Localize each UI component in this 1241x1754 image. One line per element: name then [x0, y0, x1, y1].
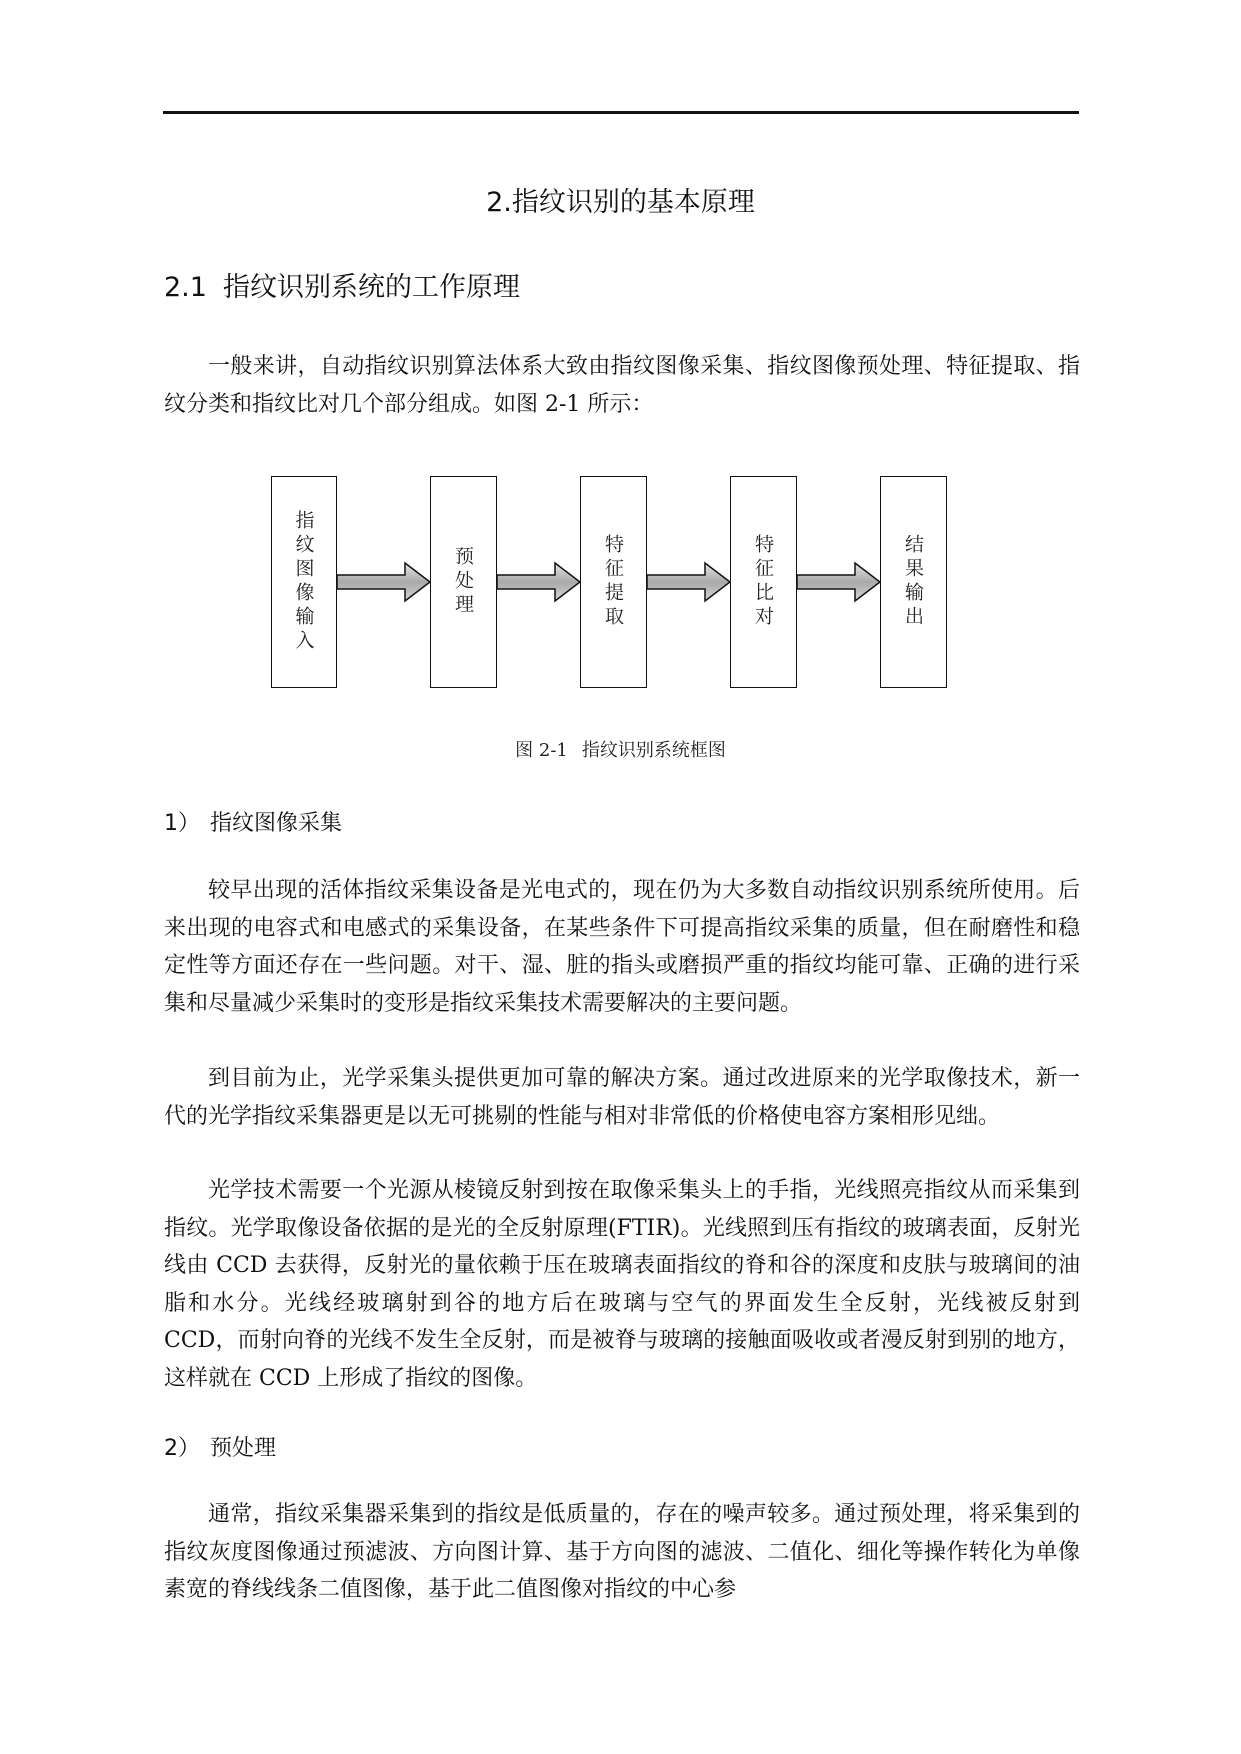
flow-arrow-4 — [797, 563, 880, 601]
section-title: 指纹识别系统的工作原理 — [222, 272, 520, 303]
flow-arrow-1 — [337, 563, 430, 601]
paragraph: 到目前为止，光学采集头提供更加可靠的解决方案。通过改进原来的光学取像技术，新一代的光学指纹采集器更是以无可挑剔的性能与相对非常低的价格使电容方案相形见绌。 — [164, 1066, 1080, 1129]
subsection-heading-1 — [164, 806, 342, 837]
subsection-title: 预处理 — [210, 1436, 277, 1461]
flow-arrow-3 — [647, 563, 730, 601]
paragraph: 较早出现的活体指纹采集设备是光电式的，现在仍为大多数自动指纹识别系统所使用。后来出现的电容式和电感式的采集设备，在某些条件下可提高指纹采集的质量，但在耐磨性和稳定性等方面还存在一些问题。对干、湿、脏的指头或磨损严重的指纹均能可靠、正确的进行采集和尽量减少采集时的变形是指纹采集技术需要解决的主要问题。 — [164, 878, 1080, 1016]
box-preprocess — [430, 476, 497, 688]
subsection-number: 2） — [164, 1436, 200, 1461]
section-number: 2.1 — [164, 272, 207, 303]
chapter-title: 2.指纹识别的基本原理 — [486, 187, 755, 218]
box-label: 指纹图像输入 — [292, 510, 315, 654]
paragraph: 通常，指纹采集器采集到的指纹是低质量的，存在的噪声较多。通过预处理，将采集到的指纹灰度图像通过预滤波、方向图计算、基于方向图的滤波、二值化、细化等操作转化为单像素宽的脊线线条二值图像，基于此二值图像对指纹的中心参 — [164, 1502, 1080, 1602]
box-label: 特征提取 — [602, 534, 624, 630]
caption-text: 指纹识别系统框图 — [581, 740, 726, 761]
box-result-output — [880, 476, 947, 688]
box-label: 特征比对 — [752, 534, 774, 630]
box-fingerprint-input — [271, 476, 337, 688]
box-label: 预处理 — [452, 546, 474, 618]
paragraph: 光学技术需要一个光源从棱镜反射到按在取像采集头上的手指，光线照亮指纹从而采集到指纹。光学取像设备依据的是光的全反射原理(FTIR)。光线照到压有指纹的玻璃表面，反射光线由 CCD 去获得，反射光的量依赖于压在玻璃表面指纹的脊和谷的深度和皮肤与玻璃间的油脂和水分。光线经玻璃射到谷的地方后在玻璃与空气的界面发生全反射，光线被反射到 CCD，而射向脊的光线不发生全反射，而是被脊与玻璃的接触面吸收或者漫反射到别的地方，这样就在 CCD 上形成了指纹的图像。 — [164, 1178, 1080, 1391]
subsection-title: 指纹图像采集 — [210, 811, 343, 836]
flow-arrow-2 — [497, 563, 580, 601]
box-feature-extract — [580, 476, 647, 688]
figure-caption — [0, 736, 1241, 762]
caption-number: 图 2-1 — [515, 740, 568, 761]
intro-paragraph: 一般来讲，自动指纹识别算法体系大致由指纹图像采集、指纹图像预处理、特征提取、指纹分类和指纹比对几个部分组成。如图 2-1 所示： — [164, 354, 1080, 417]
box-label: 结果输出 — [902, 534, 924, 630]
box-feature-match — [730, 476, 797, 688]
subsection-heading-2 — [164, 1431, 276, 1462]
subsection-number: 1） — [164, 811, 200, 836]
